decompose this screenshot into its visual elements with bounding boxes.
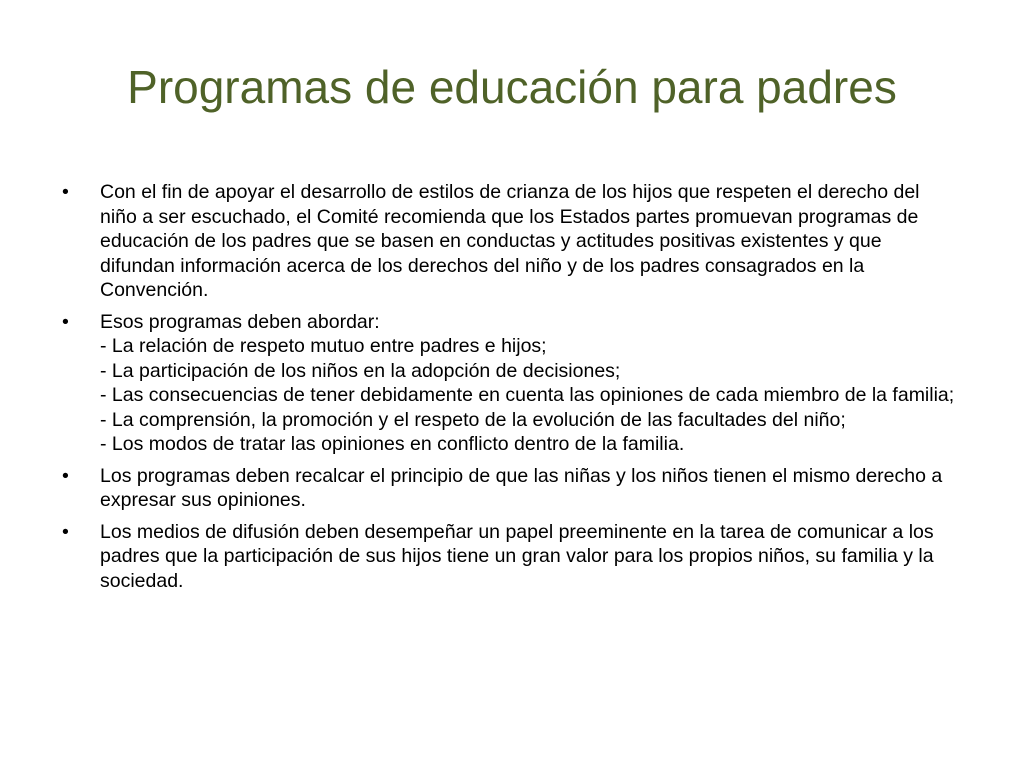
bullet-item [62,520,957,594]
bullet-text: Los programas deben recalcar el principio de que las niñas y los niños tienen el mismo derecho a expresar sus opiniones. [100,464,943,511]
bullet-subline: - Las consecuencias de tener debidamente en cuenta las opiniones de cada miembro de la familia; [100,384,955,406]
bullet-subline: - Los modos de tratar las opiniones en conflicto dentro de la familia. [100,433,685,455]
bullet-icon: • [62,520,69,543]
bullet-subline: - La comprensión, la promoción y el respeto de la evolución de las facultades del niño; [100,408,846,431]
slide-title: Programas de educación para padres [127,61,897,113]
bullet-text: Esos programas deben abordar: [100,310,380,333]
bullet-icon: • [62,464,69,487]
bullet-subline: - La participación de los niños en la adopción de decisiones; [100,359,621,382]
bullet-text: Con el fin de apoyar el desarrollo de estilos de crianza de los hijos que respeten el derecho del niño a ser escuchado, el Comité recomienda que los Estados partes promuevan programas de educación de los padres que se basen en conductas y actitudes positivas existentes y que difundan información acerca de los derechos del niño y de los padres consagrados en la Convención. [100,181,920,301]
bullet-item [62,310,957,457]
bullet-list [62,180,957,600]
bullet-item [62,464,957,513]
bullet-icon: • [62,310,69,333]
bullet-subline: - La relación de respeto mutuo entre padres e hijos; [100,335,547,357]
bullet-item [62,180,957,303]
bullet-text: Los medios de difusión deben desempeñar un papel preeminente en la tarea de comunicar a los padres que la participación de sus hijos tiene un gran valor para los propios niños, su familia y la sociedad. [100,520,934,592]
bullet-icon: • [62,181,69,203]
